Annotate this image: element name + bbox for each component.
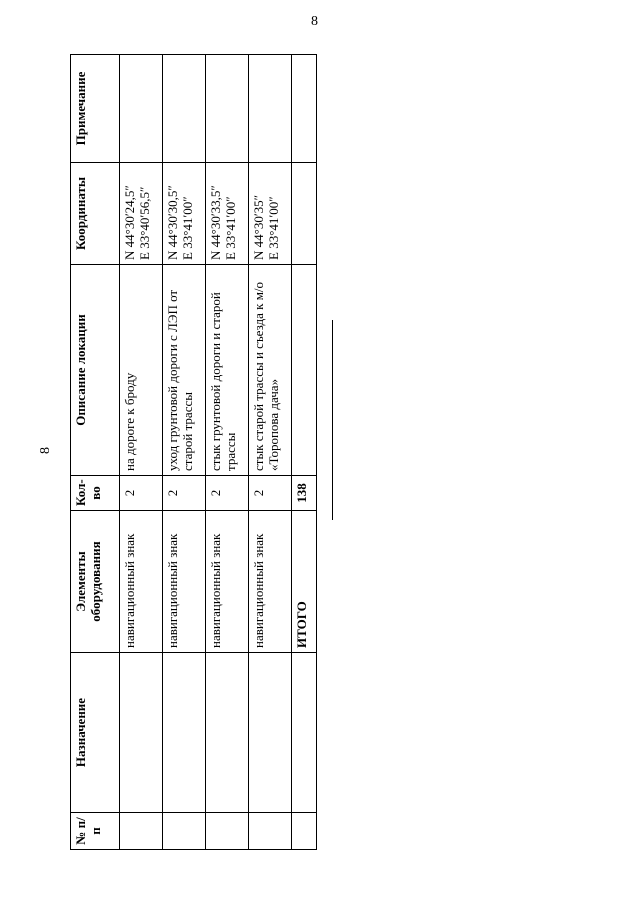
cell-note xyxy=(120,55,163,163)
col-header-qty: Кол-во xyxy=(71,476,120,511)
cell-purpose xyxy=(206,653,249,813)
cell-purpose xyxy=(249,653,292,813)
coord-e: E 33°41′00″ xyxy=(223,196,239,260)
cell-location: на дороге к броду xyxy=(120,265,163,476)
cell-element: навигационный знак xyxy=(206,511,249,653)
total-row xyxy=(292,55,317,850)
table-row xyxy=(249,55,292,850)
rotated-page-number: 8 xyxy=(38,447,53,454)
col-header-note: Примечание xyxy=(71,55,120,163)
cell-location: стык грунтовой дороги и старой трассы xyxy=(206,265,249,476)
cell-num xyxy=(163,813,206,850)
cell-purpose xyxy=(120,653,163,813)
coord-n: N 44°30′30,5″ xyxy=(165,185,181,260)
cell-location: стык старой трассы и съезда к м/о «Торопова дача» xyxy=(249,265,292,476)
cell-qty: 2 xyxy=(249,476,292,511)
cell-qty: 2 xyxy=(120,476,163,511)
col-header-num: № п/п xyxy=(71,813,120,850)
cell-element: навигационный знак xyxy=(120,511,163,653)
coord-e: E 33°41′00″ xyxy=(180,196,196,260)
cell-num xyxy=(249,813,292,850)
cell-num xyxy=(120,813,163,850)
col-header-coords: Координаты xyxy=(71,163,120,265)
coord-e: E 33°41′00″ xyxy=(266,196,282,260)
cell-location: уход грунтовой дороги с ЛЭП от старой трассы xyxy=(163,265,206,476)
cell-coords xyxy=(249,163,292,265)
cell-element: навигационный знак xyxy=(249,511,292,653)
page-number: 8 xyxy=(311,14,318,29)
divider-line xyxy=(332,320,333,520)
col-header-elements: Элементы оборудования xyxy=(71,511,120,653)
coord-n: N 44°30′24,5″ xyxy=(122,185,137,260)
cell-purpose xyxy=(163,653,206,813)
cell-note xyxy=(249,55,292,163)
table-row xyxy=(120,55,163,850)
table-header-row xyxy=(71,55,120,850)
cell-qty: 2 xyxy=(206,476,249,511)
rotated-sheet xyxy=(30,0,410,875)
cell-coords xyxy=(206,163,249,265)
coord-n: N 44°30′35″ xyxy=(251,194,267,260)
coord-e: E 33°40′56,5″ xyxy=(137,186,152,260)
cell-num xyxy=(206,813,249,850)
col-header-location: Описание локации xyxy=(71,265,120,476)
cell-note xyxy=(206,55,249,163)
cell-coords xyxy=(120,163,163,265)
col-header-purpose: Назначение xyxy=(71,653,120,813)
total-qty: 138 xyxy=(292,476,317,511)
equipment-table xyxy=(70,54,317,850)
cell-coords xyxy=(163,163,206,265)
cell-element: навигационный знак xyxy=(163,511,206,653)
cell-note xyxy=(163,55,206,163)
table-row xyxy=(206,55,249,850)
cell-qty: 2 xyxy=(163,476,206,511)
total-label: ИТОГО xyxy=(292,511,317,653)
table-row xyxy=(163,55,206,850)
coord-n: N 44°30′33,5″ xyxy=(208,185,224,260)
